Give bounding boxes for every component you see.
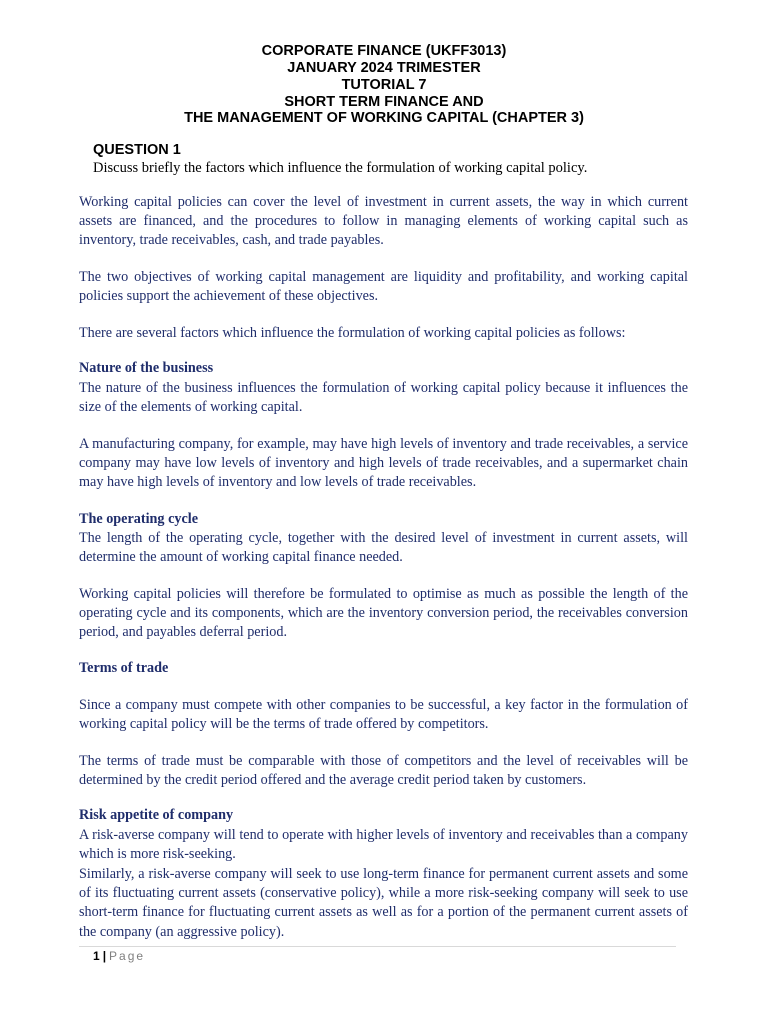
answer-paragraph-9: The terms of trade must be comparable with those of competitors and the level of receivables will be determined by the credit period offered and the average credit period taken by customers. (79, 753, 688, 789)
footer-divider (79, 946, 676, 947)
heading-terms-of-trade: Terms of trade (79, 660, 169, 676)
page-number: 1 (93, 949, 100, 963)
answer-paragraph-7: Working capital policies will therefore be formulated to optimise as much as possible the length of the operating cycle and its components, which are the inventory conversion period, the receivables conversion period, and payables deferral period. (79, 586, 688, 641)
footer-separator: | (102, 949, 107, 963)
answer-paragraph-8: Since a company must compete with other companies to be successful, a key factor in the formulation of working capital policy will be the terms of trade offered by competitors. (79, 697, 688, 733)
page-footer (93, 949, 145, 963)
answer-paragraph-2: The two objectives of working capital management are liquidity and profitability, and working capital policies support the achievement of these objectives. (79, 269, 688, 305)
page-label: Page (109, 949, 146, 963)
tutorial-title: TUTORIAL 7 (341, 77, 427, 93)
question-text: Discuss briefly the factors which influence the formulation of working capital policy. (93, 160, 588, 176)
answer-paragraph-3: There are several factors which influence the formulation of working capital policies as follows: (79, 325, 626, 341)
topic-title-line2: THE MANAGEMENT OF WORKING CAPITAL (CHAPTER 3) (184, 110, 584, 126)
heading-operating-cycle: The operating cycle (79, 511, 198, 527)
heading-nature-of-business: Nature of the business (79, 360, 214, 376)
answer-paragraph-6: The length of the operating cycle, together with the desired level of investment in current assets, will determine the amount of working capital finance needed. (79, 530, 688, 566)
answer-paragraph-5: A manufacturing company, for example, may have high levels of inventory and trade receivables, a service company may have low levels of inventory and high levels of trade receivables, and a supermarket chain may have high levels of inventory and low levels of trade receivables. (79, 436, 688, 491)
answer-paragraph-1: Working capital policies can cover the level of investment in current assets, the way in which current assets are financed, and the procedures to follow in managing elements of working capital such as inventory, trade receivables, cash, and trade payables. (79, 194, 688, 249)
course-title: CORPORATE FINANCE (UKFF3013) (261, 43, 507, 59)
answer-paragraph-4: The nature of the business influences the formulation of working capital policy because it influences the size of the elements of working capital. (79, 380, 688, 416)
topic-title-line1: SHORT TERM FINANCE AND (284, 94, 484, 110)
heading-risk-appetite: Risk appetite of company (79, 807, 234, 823)
answer-paragraph-10: A risk-averse company will tend to operate with higher levels of inventory and receivables than a company which is more risk-seeking. (79, 827, 688, 863)
question-title: QUESTION 1 (93, 142, 181, 158)
trimester-title: JANUARY 2024 TRIMESTER (287, 60, 481, 76)
answer-paragraph-11: Similarly, a risk-averse company will seek to use long-term finance for permanent current assets and some of its fluctuating current assets (conservative policy), while a more risk-seeking company will seek to use short-term finance for fluctuating current assets as well as for a portion of the permanent current assets of the company (an aggressive policy). (79, 866, 688, 940)
